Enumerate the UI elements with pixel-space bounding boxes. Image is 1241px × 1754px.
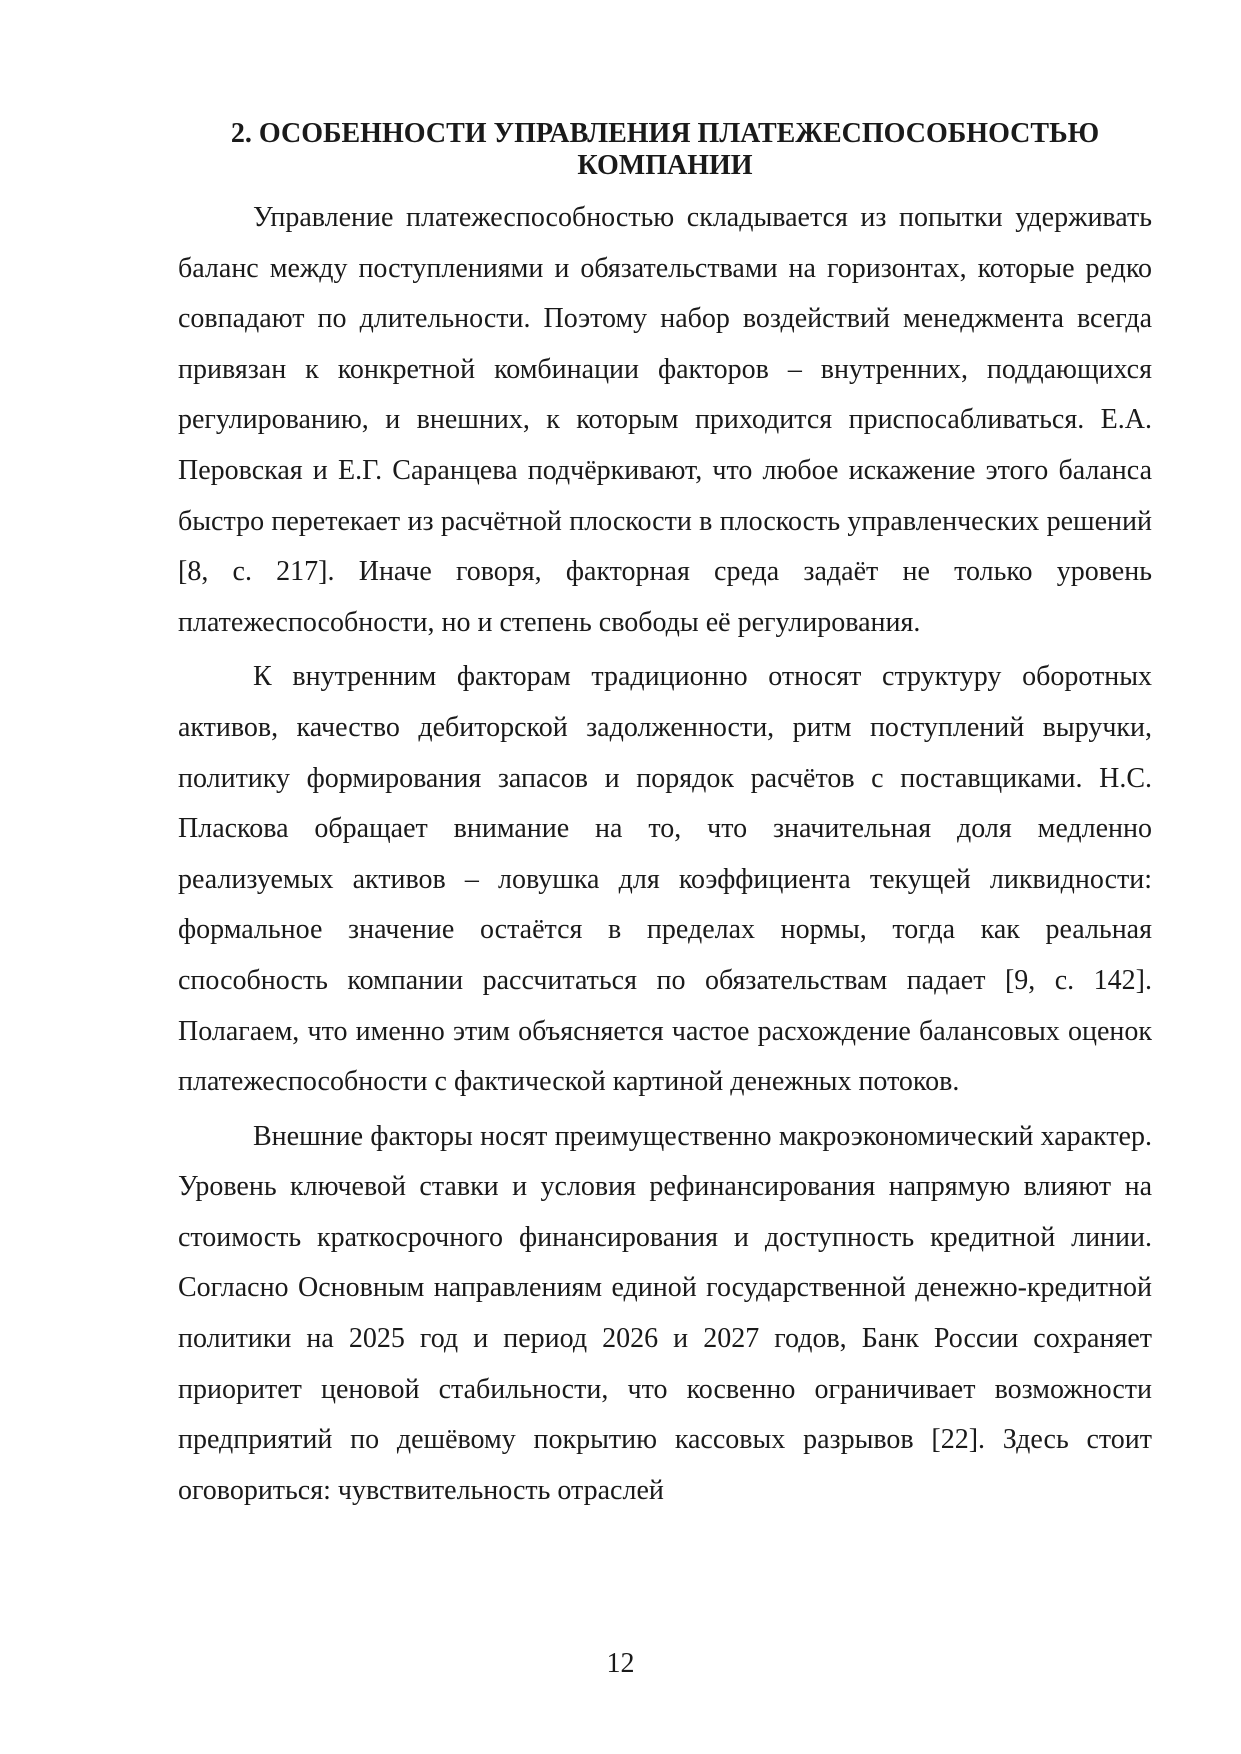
section-heading-line-2: КОМПАНИИ	[577, 150, 753, 181]
paragraph-1: Управление платежеспособностью складывается из попытки удерживать баланс между поступлениями и обязательствами на горизонтах, которые редко совпадают по длительности. Поэтому набор воздействий менеджмента всегда привязан к конкретной комбинации факторов – внутренних, поддающихся регулированию, и внешних, к которым приходится приспосабливаться. Е.А. Перовская и Е.Г. Саранцева подчёркивают, что любое искажение этого баланса быстро перетекает из расчётной плоскости в плоскость управленческих решений [8, с. 217]. Иначе говоря, факторная среда задаёт не только уровень платежеспособности, но и степень свободы её регулирования.	[178, 202, 1152, 638]
paragraph-2: К внутренним факторам традиционно относят структуру оборотных активов, качество дебиторской задолженности, ритм поступлений выручки, политику формирования запасов и порядок расчётов с поставщиками. Н.С. Пласкова обращает внимание на то, что значительная доля медленно реализуемых активов – ловушка для коэффициента текущей ликвидности: формальное значение остаётся в пределах нормы, тогда как реальная способность компании рассчитаться по обязательствам падает [9, с. 142]. Полагаем, что именно этим объясняется частое расхождение балансовых оценок платежеспособности с фактической картиной денежных потоков.	[178, 661, 1152, 1098]
paragraph-3: Внешние факторы носят преимущественно макроэкономический характер. Уровень ключевой ставки и условия рефинансирования напрямую влияют на стоимость краткосрочного финансирования и доступность кредитной линии. Согласно Основным направлениям единой государственной денежно-кредитной политики на 2025 год и период 2026 и 2027 годов, Банк России сохраняет приоритет ценовой стабильности, что косвенно ограничивает возможности предприятий по дешёвому покрытию кассовых разрывов [22]. Здесь стоит оговориться: чувствительность отраслей	[178, 1120, 1152, 1506]
body-text	[178, 193, 1152, 1520]
page-number: 12	[606, 1648, 635, 1679]
section-heading-line-1: 2. ОСОБЕННОСТИ УПРАВЛЕНИЯ ПЛАТЕЖЕСПОСОБНОСТЬЮ	[230, 118, 1100, 149]
section-heading	[178, 118, 1152, 182]
